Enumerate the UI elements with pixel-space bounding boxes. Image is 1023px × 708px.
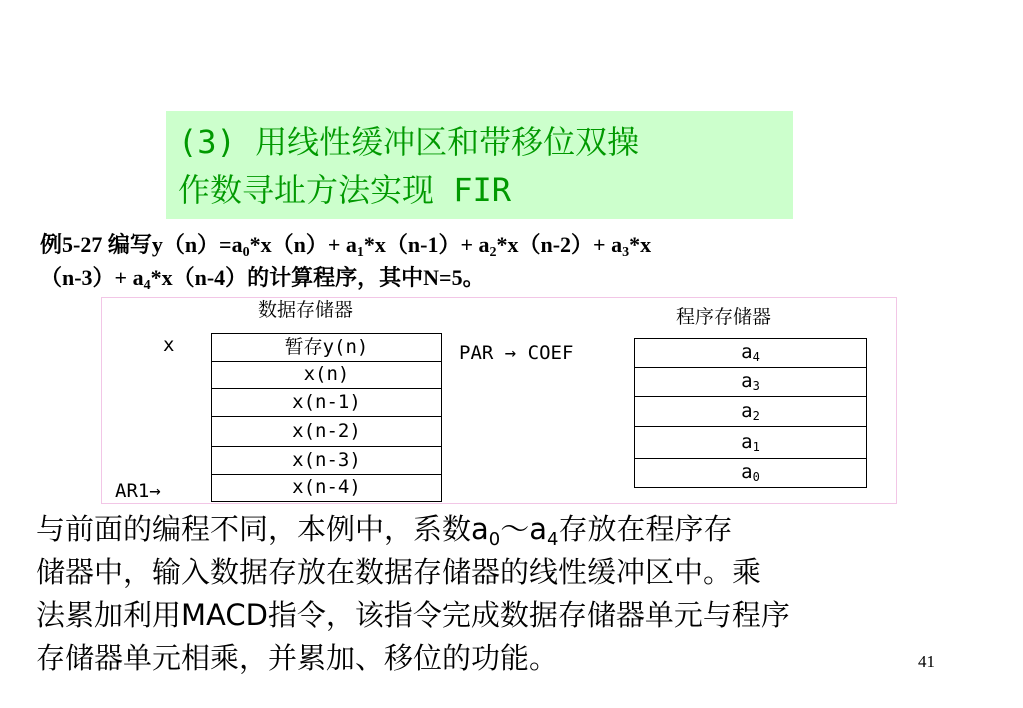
subscript: 0 [752,470,760,484]
title-line-2: 作数寻址方法实现 FIR [178,171,512,209]
subscript: 2 [752,409,760,423]
subscript: 1 [356,245,364,260]
data-memory-cell: x(n-3) [211,446,442,475]
data-memory-title: 数据存储器 [258,299,354,321]
subscript: 1 [752,440,760,454]
program-memory-cell: $a_1$ [634,426,867,459]
ar1-label: AR1→ [115,480,161,502]
example-line-2: $(n-3)+ a_4*x(n-4)$的计算程序，其中N=5。 [40,265,485,293]
program-memory-cell: $a_4$ [634,338,867,368]
title-line-1: (3) 用线性缓冲区和带移位双操 [178,123,640,161]
subscript: 3 [622,245,630,260]
program-memory-cell: $a_2$ [634,396,867,427]
data-memory-cell: x(n-1) [211,388,442,417]
paragraph-line-4: 存储器单元相乘，并累加、移位的功能。 [36,641,559,675]
subscript: 3 [752,379,760,393]
subscript: 4 [547,529,559,550]
paragraph-line-3: 法累加利用MACD指令，该指令完成数据存储器单元与程序 [36,598,790,632]
data-memory-cell: 暂存y(n) [211,333,442,362]
subscript: 4 [143,278,151,293]
data-memory-cell: x(n-2) [211,416,442,447]
program-memory-cell: $a_0$ [634,458,867,488]
subscript: 0 [488,529,501,550]
example-line-1: 例5-27 编写$y(n)=a_0*x(n)+ a_1*x(n-1)+ a_2*x(n-2)+ a_3*x$ [40,232,652,260]
paragraph-line-1: 与前面的编程不同，本例中，系数$a_0\sim a_4$存放在程序存 [36,512,733,550]
x-label: x [163,334,175,356]
par-coef-label: PAR → COEF [459,342,574,364]
data-memory-cell: x(n-4) [211,474,442,502]
subscript: 0 [242,245,250,260]
subscript: 4 [752,350,760,364]
data-memory-cell: x(n) [211,361,442,389]
page-number: 41 [918,652,935,671]
program-memory-title: 程序存储器 [676,306,772,328]
subscript: 2 [489,245,497,260]
paragraph-line-2: 储器中，输入数据存放在数据存储器的线性缓冲区中。乘 [36,555,762,589]
program-memory-cell: $a_3$ [634,367,867,397]
